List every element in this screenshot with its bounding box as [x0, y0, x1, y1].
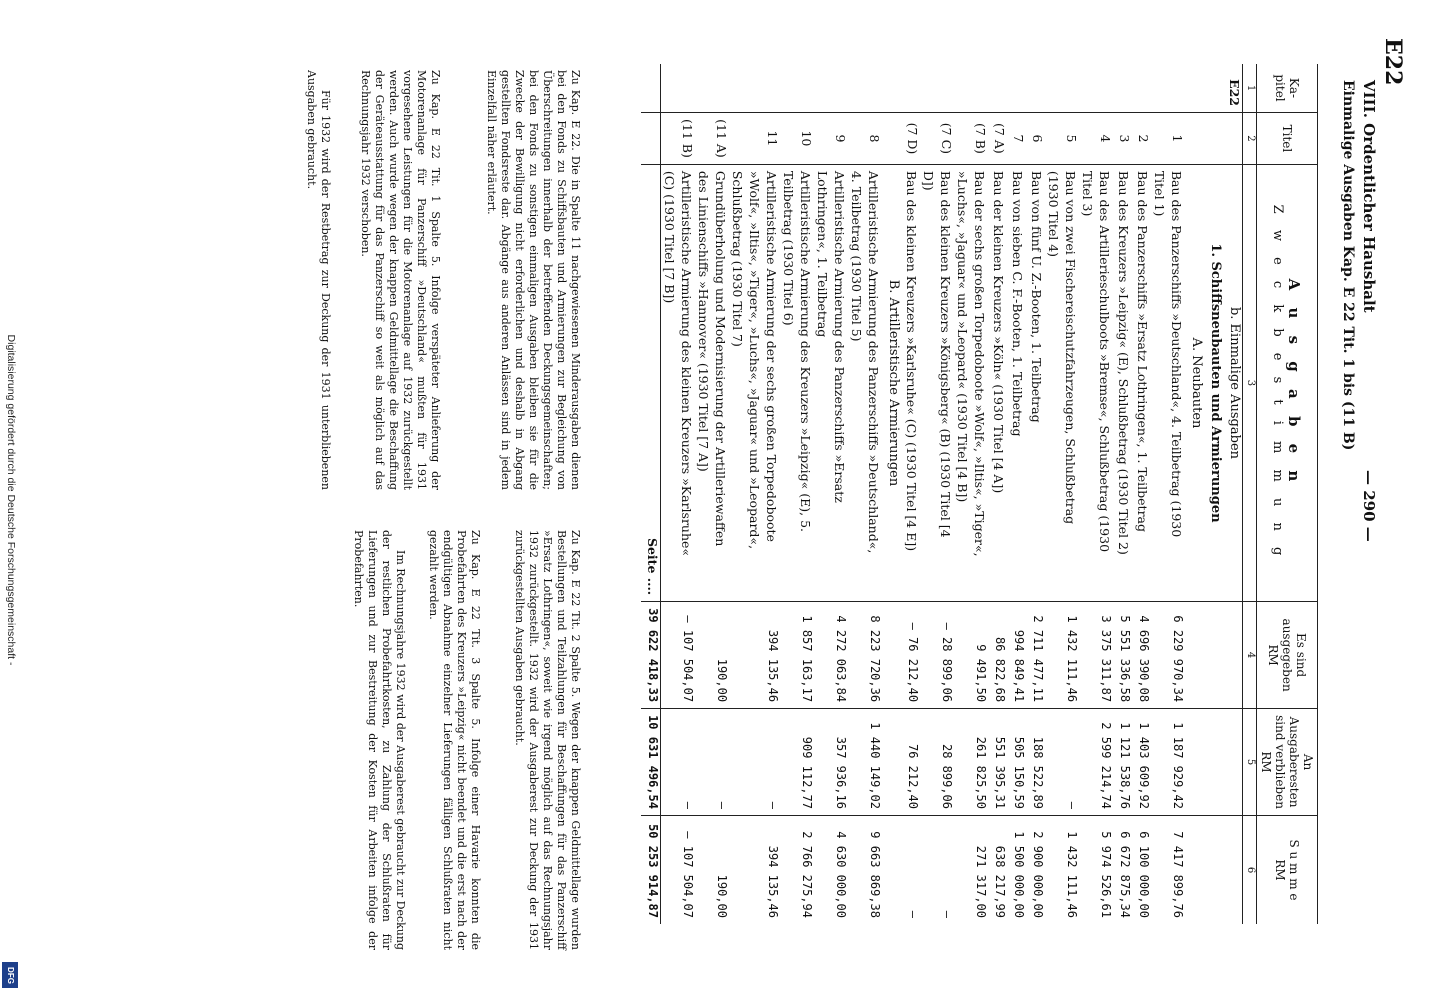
remainder-cell: 1 121 538,76 [1113, 709, 1132, 816]
titel-cell: 3 [1113, 113, 1132, 165]
budget-table [641, 64, 1318, 924]
titel-cell: 6 [1026, 113, 1045, 165]
sum-cell: 2 766 275,94 [800, 831, 814, 918]
kapitel-cell [920, 64, 954, 113]
sum-cell: 4 630 000,00 [834, 831, 848, 918]
spent-cell: 190,00 [695, 602, 729, 709]
kapitel-cell [1151, 64, 1185, 113]
table-row [1113, 64, 1132, 924]
kapitel-cell [988, 64, 1007, 113]
remainder-cell: 909 112,77 [780, 709, 814, 816]
table-row [1151, 64, 1185, 924]
sum-cell: 1 432 111,46 [1065, 831, 1079, 918]
description-cell: Artilleristische Armierung des kleinen Kreuzers »Karlsruhe« (C) (1930 Titel [7 B]) [661, 164, 696, 601]
total-col4: 39 622 418,33 [641, 602, 661, 709]
header-col6: S u m m e RM [1257, 816, 1318, 925]
page-subtitle: Einmalige Ausgaben Kap. E 22 Tit. 1 bis (11 B) [1340, 80, 1356, 451]
description-cell: Bau der sechs großen Torpedoboote »Wolf«, »Iltis«, »Tiger«, »Luchs«, »Jaguar« und »Leopard« (1930 Titel [4 B]) [954, 164, 988, 601]
sum-cell: 5 974 526,61 [1099, 831, 1113, 918]
remainder-cell: 505 150,59 [1007, 709, 1026, 816]
table-row [848, 64, 882, 924]
titel-cell: 2 [1132, 113, 1151, 165]
kapitel-cell [1045, 64, 1079, 113]
section-1: 1. Schiffsneubauten und Armierungen [1204, 164, 1223, 601]
remainder-cell: — [1045, 709, 1079, 816]
kapitel-cell [1113, 64, 1132, 113]
titel-cell: (11 A) [695, 113, 729, 165]
spent-cell: 9 491,50 [954, 602, 988, 709]
description-cell: Bau von fünf U. Z.-Booten, 1. Teilbetrag [1026, 164, 1045, 601]
sum-cell: 6 100 000,00 [1137, 831, 1151, 918]
table-row [729, 64, 780, 924]
dfg-logo: DFG [2, 962, 18, 988]
kapitel-cell [695, 64, 729, 113]
header-titel: Titel [1257, 113, 1318, 165]
table-row [695, 64, 729, 924]
sum-cell: 2 900 000,00 [1031, 831, 1045, 918]
titel-cell: 5 [1045, 113, 1079, 165]
note-kap-e22: Zu Kap. E 22. Die in Spalte 11 nachgewiesenen Minderausgaben dienen bei den Fonds zu Schiffsbauten und Armierungen zur Begleichung von Überschreitungen innerhalb der betreffenden Deckungsgemeinschaften; bei den Fonds zu sonstigen einmaligen Ausgaben bleiben sie für die Zwecke der Bewilligung nicht erforderlichen und deshalb in Abgang gestellten Fondsreste dar. Abgänge aus anderen Anlässen sind in jedem Einzelfall näher erläutert. [485, 70, 582, 490]
document-page [52, 38, 1406, 1000]
description-cell: Bau von sieben C. F.-Booten, 1. Teilbetrag [1007, 164, 1026, 601]
spent-cell: 1 432 111,46 [1045, 602, 1079, 709]
kapitel-cell [1007, 64, 1026, 113]
section-b-armierung: B. Artilleristische Armierungen [882, 164, 901, 601]
table-row [1026, 64, 1045, 924]
footer-strip [0, 0, 22, 1000]
chapter-title: VIII. Ordentlicher Haushalt [1360, 80, 1378, 313]
spent-cell: 3 375 311,87 [1079, 602, 1113, 709]
titel-cell: (7 A) [988, 113, 1007, 165]
sum-cell: 394 135,46 [766, 845, 780, 918]
sum-cell: 6 672 875,34 [1118, 831, 1132, 918]
table-row [988, 64, 1007, 924]
titel-cell: 10 [780, 113, 814, 165]
kapitel-cell [661, 64, 696, 113]
spent-cell: 994 849,41 [1007, 602, 1026, 709]
kapitel-cell [1079, 64, 1113, 113]
kapitel-cell [1026, 64, 1045, 113]
remainder-cell: 188 522,89 [1026, 709, 1045, 816]
remainder-cell: 261 825,50 [954, 709, 988, 816]
remainder-cell: 357 936,16 [814, 709, 848, 816]
titel-cell: 1 [1151, 113, 1185, 165]
remainder-cell: 1 403 609,92 [1132, 709, 1151, 816]
remainder-cell: — [661, 709, 696, 816]
remainder-cell: 76 212,40 [901, 709, 920, 816]
titel-cell: (7 B) [954, 113, 988, 165]
titel-cell: (7 C) [920, 113, 954, 165]
section-b: b. Einmalige Ausgaben [1223, 164, 1243, 601]
table-row [661, 64, 696, 924]
description-cell: Artilleristische Armierung des Panzerschiffs »Deutschland«, 4. Teilbetrag (1930 Titel 5) [848, 164, 882, 601]
spent-cell: 1 857 163,17 [780, 602, 814, 709]
note-tit2: Zu Kap. E 22 Tit. 2 Spalte 5. Wegen der knappen Geldmittellage wurden Bestellungen und Teilzahlungen für Beschaffungen für das Panzerschiff »Ersatz Lothringen«, soweit wie irgend möglich auf das Rechnungsjahr 1932 zurückgestellt. 1932 wird der Ausgaberest zur Deckung der 1931 zurückgestellten Ausgaben gebraucht. [513, 530, 582, 950]
section-a: A. Neubauten [1185, 164, 1204, 601]
spent-cell: 4 696 390,08 [1132, 602, 1151, 709]
titel-cell: 7 [1007, 113, 1026, 165]
header-col5: An Ausgaberesten sind verblieben RM [1257, 709, 1318, 816]
description-cell: Bau des Artillerieschulboots »Bremse«, Schlußbetrag (1930 Titel 3) [1079, 164, 1113, 601]
kapitel-cell: E22 [1223, 64, 1243, 113]
table-row [954, 64, 988, 924]
header-description: A u s g a b e n Z w e c k b e s t i m m u n g [1257, 164, 1318, 601]
spent-cell: 5 551 336,58 [1113, 602, 1132, 709]
note-tit1: Zu Kap. E 22 Tit. 1 Spalte 5. Infolge verspäteter Anlieferung der Motorenanlage für Panzerschiff »Deutschland« mußten für 1931 vorgesehene Leistungen für die Motorenanlage auf 1932 zurückgestellt werden. Auch wurde wegen der knappen Geldmittellage die Beschaffung der Geräteausstattung für das Panzerschiff so weit als möglich auf das Rechnungsjahr 1932 verschoben. [359, 70, 442, 490]
description-cell: Bau des kleinen Kreuzers »Karlsruhe« (C) (1930 Titel [4 E]) [901, 164, 920, 601]
description-cell: Artilleristische Armierung des Panzerschiffs »Ersatz Lothringen«, 1. Teilbetrag [814, 164, 848, 601]
kapitel-cell [848, 64, 882, 113]
spent-cell: 6 229 970,34 [1151, 602, 1185, 709]
kapitel-cell [1132, 64, 1151, 113]
page-number: — 290 — [1360, 470, 1378, 542]
page-header [1326, 40, 1382, 1000]
description-cell: Bau des kleinen Kreuzers »Königsberg« (B) (1930 Titel [4 D]) [920, 164, 954, 601]
description-cell: Bau der kleinen Kreuzers »Köln« (1930 Titel [4 A]) [988, 164, 1007, 601]
spent-cell: — 28 899,06 [920, 602, 954, 709]
kapitel-cell [780, 64, 814, 113]
table-row [1079, 64, 1113, 924]
titel-cell: 4 [1079, 113, 1113, 165]
sum-cell: 9 663 869,38 [868, 831, 882, 918]
remainder-cell: 28 899,06 [920, 709, 954, 816]
sum-cell: 7 417 899,76 [1171, 831, 1185, 918]
spent-cell: 394 135,46 [729, 602, 780, 709]
description-cell: Bau des Panzerschiffs »Ersatz Lothringen«, 1. Teilbetrag [1132, 164, 1151, 601]
titel-cell: 9 [814, 113, 848, 165]
footer-text: Digitalisierung gefördert durch die Deutsche Forschungsgemeinschaft - [5, 334, 17, 666]
remainder-cell: 1 187 929,42 [1151, 709, 1185, 816]
spent-cell: — 76 212,40 [901, 602, 920, 709]
remainder-cell: — [729, 709, 780, 816]
titel-cell: 8 [848, 113, 882, 165]
sum-cell: 638 217,99 [993, 845, 1007, 918]
sum-cell: — [940, 910, 954, 918]
kapitel-cell [729, 64, 780, 113]
spent-cell: 86 822,68 [988, 602, 1007, 709]
spent-cell: — 107 504,07 [661, 602, 696, 709]
sum-cell: — 107 504,07 [681, 831, 695, 918]
table-row [901, 64, 920, 924]
header-col4: Es sind ausgegeben RM [1257, 602, 1318, 709]
total-col5: 10 631 496,54 [641, 709, 661, 816]
table-row [780, 64, 814, 924]
table-row [1132, 64, 1151, 924]
spent-cell: 4 272 063,84 [814, 602, 848, 709]
spent-cell: 2 711 477,11 [1026, 602, 1045, 709]
header-kapitel: Ka-pitel [1257, 64, 1318, 113]
titel-cell: (11 B) [661, 113, 696, 165]
titel-cell: 11 [729, 113, 780, 165]
remainder-cell: — [695, 709, 729, 816]
description-cell: Grundüberholung und Modernisierung der Artilleriewaffen des Linienschiffs »Hannover« (1930 Titel [7 A]) [695, 164, 729, 601]
description-cell: Bau des Kreuzers »Leipzig« (E), Schlußbetrag (1930 Titel 2) [1113, 164, 1132, 601]
description-cell: Bau des Panzerschiffs »Deutschland«, 4. Teilbetrag (1930 Titel 1) [1151, 164, 1185, 601]
sum-cell: 271 317,00 [974, 845, 988, 918]
description-cell: Bau von zwei Fischereischutzfahrzeugen, Schlußbetrag (1930 Titel 4) [1045, 164, 1079, 601]
description-cell: Artilleristische Armierung des Kreuzers »Leipzig« (E), 5. Teilbetrag (1930 Titel 6) [780, 164, 814, 601]
table-header-row [1257, 64, 1318, 924]
note-tit1-2: Für 1932 wird der Restbetrag zur Deckung der 1931 unterbliebenen Ausgaben gebraucht. [305, 70, 332, 490]
sum-cell: — [906, 910, 920, 918]
remainder-cell: 2 599 214,74 [1079, 709, 1113, 816]
spent-cell: 8 223 720,36 [848, 602, 882, 709]
sum-cell: 1 500 000,00 [1012, 831, 1026, 918]
table-row [1007, 64, 1026, 924]
description-cell: Artilleristische Armierung der sechs großen Torpedoboote »Wolf«, »Iltis«, »Tiger«, »Luchs«, »Jaguar« und »Leopard«, Schlußbetrag (1930 Titel 7) [729, 164, 780, 601]
kapitel-cell [954, 64, 988, 113]
titel-cell: (7 D) [901, 113, 920, 165]
total-row: Seite .... 39 622 418,33 10 631 496,54 50 253 914,87 [641, 64, 661, 924]
table-row [1045, 64, 1079, 924]
note-tit3-2: Im Rechnungsjahre 1932 wird der Ausgaberest gebraucht zur Deckung der restlichen Probefahrtkosten, zu Zahlung der Schlußraten für Lieferungen und zur Bestreitung der Kosten für Arbeiten infolge der Probefahrten. [352, 530, 407, 950]
note-tit3: Zu Kap. E 22 Tit. 3 Spalte 5. Infolge einer Havarie konnten die Probefahrten des Kreuzers »Leipzig« nicht beendet und die erst nach der endgültigen Abnahme einzelner Lieferungen fälligen Schlußraten nicht gezahlt werden. [427, 530, 482, 950]
kapitel-cell [901, 64, 920, 113]
sum-cell: 190,00 [715, 874, 729, 918]
table-row [814, 64, 848, 924]
column-number-row: 1 2 3 4 5 6 [1243, 64, 1257, 924]
total-col6: 50 253 914,87 [641, 816, 661, 925]
remainder-cell: 551 395,31 [988, 709, 1007, 816]
kapitel-cell [814, 64, 848, 113]
chapter-code: E22 [1380, 38, 1406, 86]
remainder-cell: 1 440 149,02 [848, 709, 882, 816]
table-row [920, 64, 954, 924]
